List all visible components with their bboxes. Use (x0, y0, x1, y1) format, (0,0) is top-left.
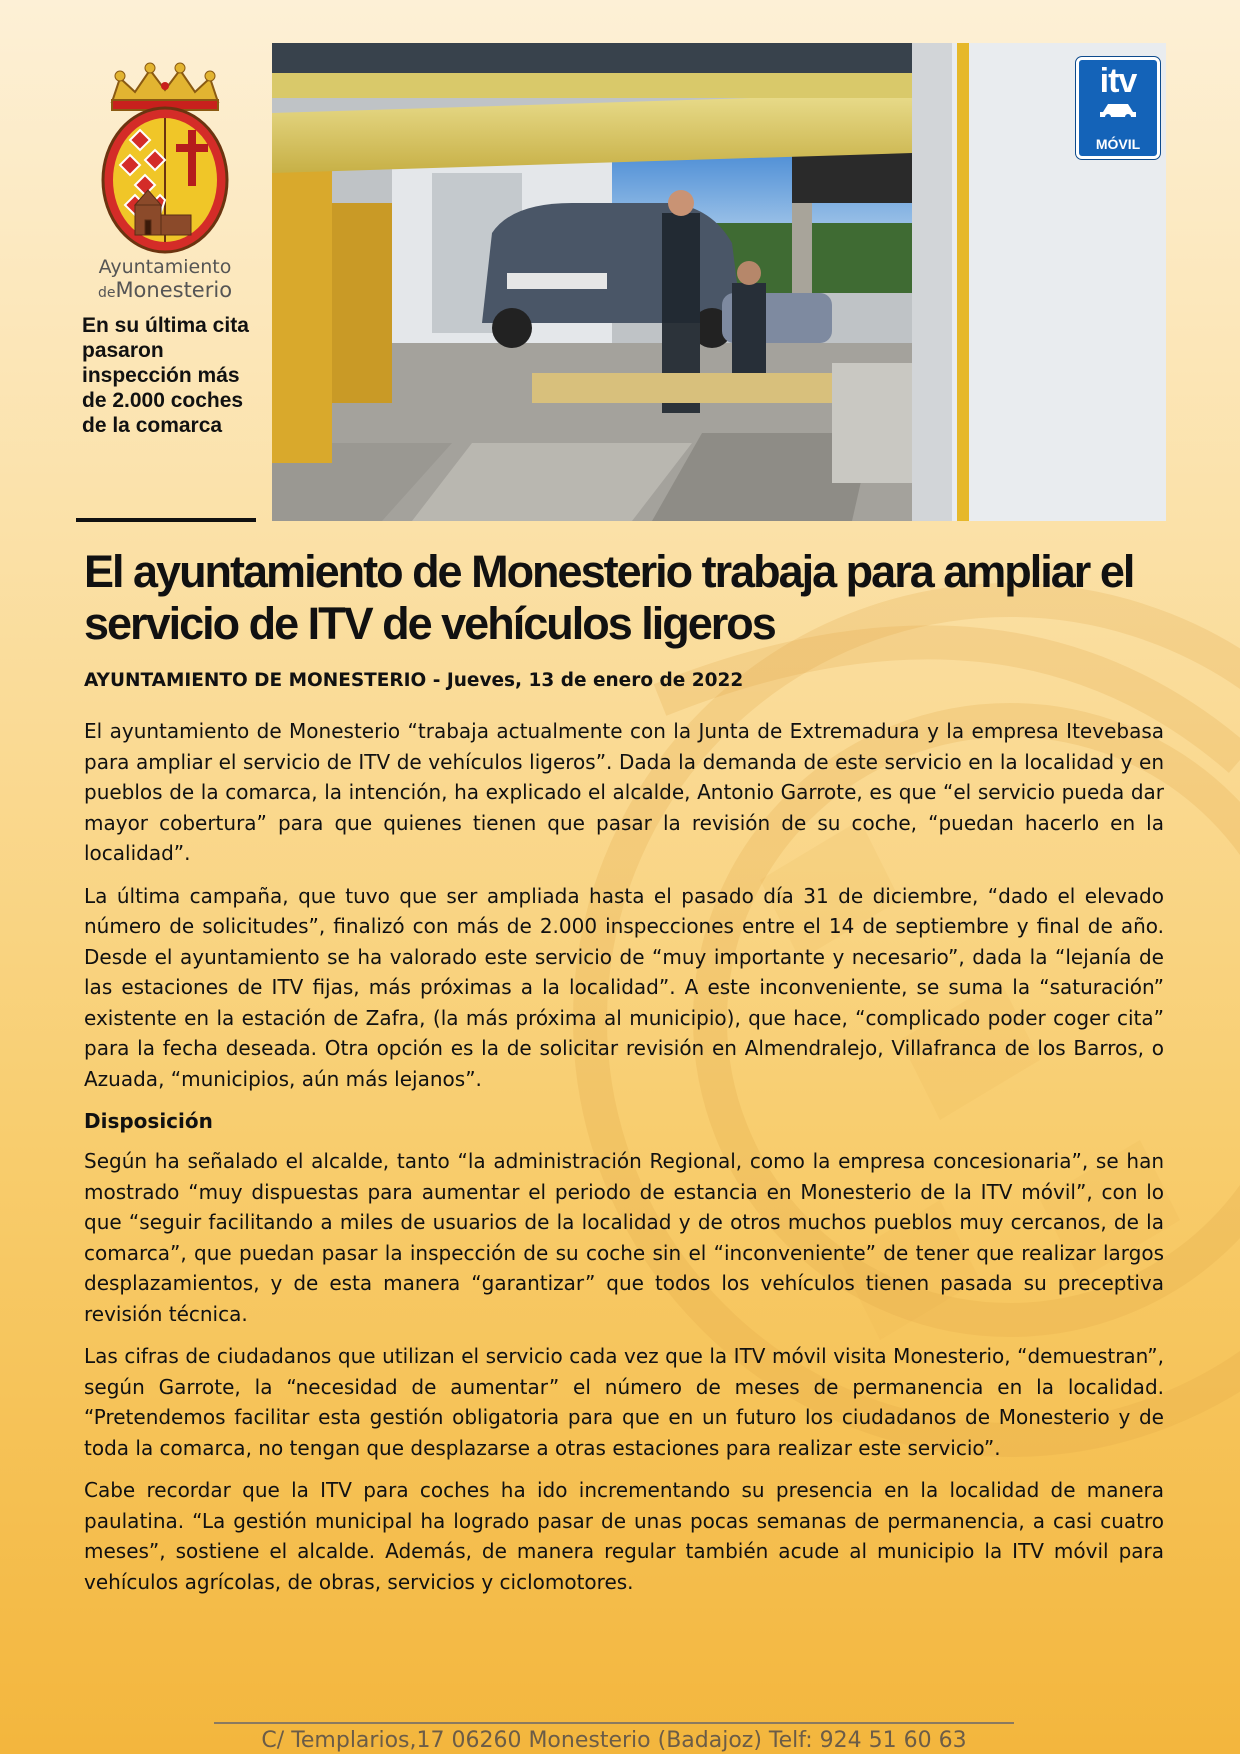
article-headline: El ayuntamiento de Monesterio trabaja para ampliar el servicio de ITV de vehículos ligeros (84, 546, 1134, 649)
logo-line2-prefix: de (97, 285, 116, 301)
article-paragraph: El ayuntamiento de Monesterio “trabaja actualmente con la Junta de Extremadura y la empresa Itevebasa para ampliar el servicio de ITV de vehículos ligeros”. Dada la demanda de este servicio en la localidad y en pueblos de la comarca, la intención, ha explicado el alcalde, Antonio Garrote, es que “el servicio pueda dar mayor cobertura” para que quienes tienen que pasar la revisión de su coche, “puedan hacerlo en la localidad”. (84, 719, 1164, 865)
article-paragraph: Según ha señalado el alcalde, tanto “la administración Regional, como la empresa concesionaria”, se han mostrado “muy dispuestas para aumentar el periodo de estancia en Monesterio de la ITV móvil”, con lo que “seguir facilitando a miles de usuarios de la localidad y de otros muchos pueblos muy cercanos, de la comarca”, que puedan pasar la inspección de su coche sin el “inconveniente” de tener que realizar largos desplazamientos, y de esta manera “garantizar” que todos los vehículos tienen pasada su preceptiva revisión técnica. (84, 1149, 1164, 1326)
itv-movil-badge (1076, 57, 1160, 159)
itv-badge-text: itv (1099, 62, 1137, 100)
article-paragraph: Cabe recordar que la ITV para coches ha ido incrementando su presencia en la localidad de manera paulatina. “La gestión municipal ha logrado pasar de unas pocas semanas de permanencia, a casi cuatro meses”, sostiene el alcalde. Además, de manera regular también acude al municipio la ITV móvil para vehículos agrícolas, de obras, servicios y ciclomotores. (84, 1478, 1164, 1594)
article-body (84, 716, 1164, 1609)
sidebar-divider (76, 518, 256, 522)
coat-of-arms-icon (90, 60, 240, 255)
hero-photo (272, 43, 1166, 521)
article-paragraph: La última campaña, que tuvo que ser ampliada hasta el pasado día 31 de diciembre, “dado el elevado número de solicitudes”, finalizó con más de 2.000 inspecciones entre el 14 de septiembre y final de año. Desde el ayuntamiento se ha valorado este servicio de “muy importante y necesario”, dada la “lejanía de las estaciones de ITV fijas, más próximas a la localidad”. A este inconveniente, se suma la “saturación” existente en la estación de Zafra, (la más próxima al municipio), que hace, “complicado poder coger cita” para la fecha deseada. Otra opción es la de solicitar revisión en Almendralejo, Villafranca de los Barros, o Azuada, “municipios, aún más lejanos”. (84, 883, 1164, 1091)
article-subheading: Disposición (84, 1109, 213, 1133)
footer-address: C/ Templarios,17 06260 Monesterio (Badajoz) Telf: 924 51 60 63 (261, 1728, 967, 1753)
car-icon (1098, 100, 1138, 120)
logo-line2-main: Monesterio (115, 278, 233, 302)
itv-station-photo (272, 43, 1166, 521)
municipal-logo (90, 60, 240, 310)
footer-divider (214, 1722, 1014, 1724)
logo-line1: Ayuntamiento (98, 256, 232, 278)
logo-line2 (90, 280, 240, 301)
itv-badge-movil: MÓVIL (1095, 136, 1141, 152)
sidebar-quote: En su última cita pasaron inspección más de 2.000 coches de la comarca (82, 314, 249, 437)
article-paragraph: Las cifras de ciudadanos que utilizan el servicio cada vez que la ITV móvil visita Monesterio, “demuestran”, según Garrote, la “necesidad de aumentar” el número de meses de permanencia en la localidad. “Pretendemos facilitar esta gestión obligatoria para que en un futuro los ciudadanos de Monesterio y de toda la comarca, no tengan que desplazarse a otras estaciones para realizar este servicio”. (84, 1344, 1164, 1460)
article-byline: AYUNTAMIENTO DE MONESTERIO - Jueves, 13 de enero de 2022 (84, 670, 744, 691)
